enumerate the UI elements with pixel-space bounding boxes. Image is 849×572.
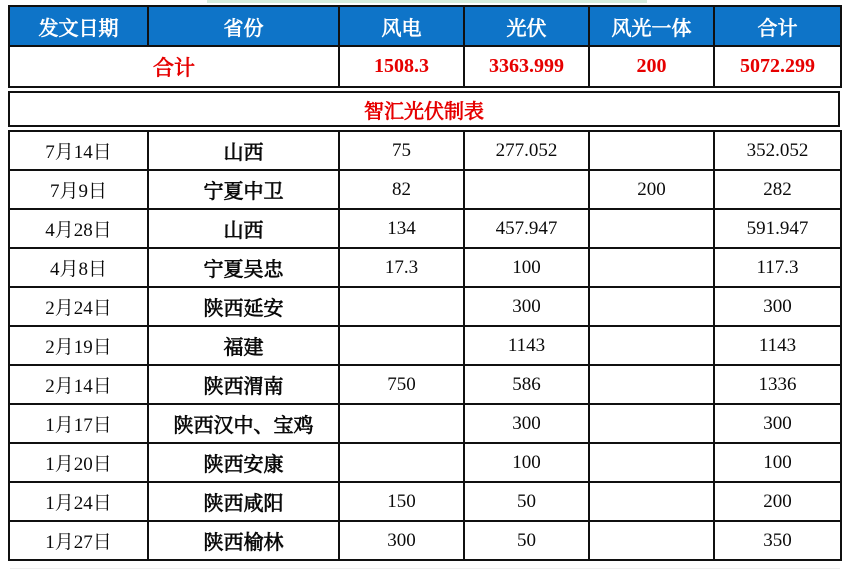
cell-pv[interactable]: 300 xyxy=(464,404,589,443)
cell-province[interactable]: 陕西咸阳 xyxy=(148,482,339,521)
cell-date[interactable]: 7月9日 xyxy=(9,170,148,209)
column-header-wind[interactable]: 风电 xyxy=(339,6,464,46)
cell-wind[interactable]: 82 xyxy=(339,170,464,209)
cell-date[interactable]: 1月27日 xyxy=(9,521,148,560)
table-row xyxy=(9,482,841,521)
totals-wind-cell[interactable]: 1508.3 xyxy=(339,46,464,87)
table-row xyxy=(9,209,841,248)
table-row xyxy=(9,131,841,170)
table-row xyxy=(9,365,841,404)
data-table xyxy=(8,130,842,561)
selection-highlight-strip xyxy=(207,0,647,3)
summary-table xyxy=(8,5,842,88)
cell-pv[interactable]: 50 xyxy=(464,482,589,521)
totals-label-cell[interactable]: 合计 xyxy=(9,46,339,87)
cell-total[interactable]: 300 xyxy=(714,404,841,443)
cell-total[interactable]: 1336 xyxy=(714,365,841,404)
cell-total[interactable]: 282 xyxy=(714,170,841,209)
cell-province[interactable]: 陕西榆林 xyxy=(148,521,339,560)
cell-hybrid[interactable] xyxy=(589,131,714,170)
cell-date[interactable]: 2月14日 xyxy=(9,365,148,404)
cell-hybrid[interactable] xyxy=(589,404,714,443)
cell-wind[interactable] xyxy=(339,287,464,326)
cell-date[interactable]: 4月8日 xyxy=(9,248,148,287)
totals-pv-cell[interactable]: 3363.999 xyxy=(464,46,589,87)
column-header-date[interactable]: 发文日期 xyxy=(9,6,148,46)
cell-wind[interactable] xyxy=(339,443,464,482)
totals-hybrid-cell[interactable]: 200 xyxy=(589,46,714,87)
table-header-row xyxy=(9,6,841,46)
cell-hybrid[interactable] xyxy=(589,482,714,521)
cell-pv[interactable] xyxy=(464,170,589,209)
cell-total[interactable]: 300 xyxy=(714,287,841,326)
cell-province[interactable]: 陕西安康 xyxy=(148,443,339,482)
cell-date[interactable]: 2月19日 xyxy=(9,326,148,365)
cell-wind[interactable] xyxy=(339,404,464,443)
cell-total[interactable]: 117.3 xyxy=(714,248,841,287)
cell-hybrid[interactable] xyxy=(589,443,714,482)
cell-hybrid[interactable]: 200 xyxy=(589,170,714,209)
cell-province[interactable]: 山西 xyxy=(148,209,339,248)
cell-total[interactable]: 350 xyxy=(714,521,841,560)
gridline xyxy=(10,568,840,569)
cell-total[interactable]: 1143 xyxy=(714,326,841,365)
table-row xyxy=(9,287,841,326)
cell-date[interactable]: 2月24日 xyxy=(9,287,148,326)
cell-total[interactable]: 200 xyxy=(714,482,841,521)
cell-total[interactable]: 591.947 xyxy=(714,209,841,248)
cell-wind[interactable]: 17.3 xyxy=(339,248,464,287)
table-row xyxy=(9,326,841,365)
cell-total[interactable]: 352.052 xyxy=(714,131,841,170)
table-row xyxy=(9,404,841,443)
cell-pv[interactable]: 100 xyxy=(464,248,589,287)
cell-province[interactable]: 福建 xyxy=(148,326,339,365)
column-header-province[interactable]: 省份 xyxy=(148,6,339,46)
cell-hybrid[interactable] xyxy=(589,326,714,365)
cell-province[interactable]: 宁夏吴忠 xyxy=(148,248,339,287)
cell-hybrid[interactable] xyxy=(589,287,714,326)
cell-wind[interactable]: 134 xyxy=(339,209,464,248)
cell-province[interactable]: 宁夏中卫 xyxy=(148,170,339,209)
cell-pv[interactable]: 50 xyxy=(464,521,589,560)
maker-banner-label: 智汇光伏制表 xyxy=(364,100,484,123)
cell-hybrid[interactable] xyxy=(589,521,714,560)
maker-banner-row[interactable] xyxy=(8,91,840,127)
cell-province[interactable]: 陕西延安 xyxy=(148,287,339,326)
table-row xyxy=(9,248,841,287)
cell-date[interactable]: 7月14日 xyxy=(9,131,148,170)
cell-wind[interactable]: 75 xyxy=(339,131,464,170)
cell-date[interactable]: 1月17日 xyxy=(9,404,148,443)
cell-total[interactable]: 100 xyxy=(714,443,841,482)
cell-hybrid[interactable] xyxy=(589,209,714,248)
table-row xyxy=(9,521,841,560)
cell-pv[interactable]: 277.052 xyxy=(464,131,589,170)
cell-wind[interactable]: 750 xyxy=(339,365,464,404)
cell-date[interactable]: 4月28日 xyxy=(9,209,148,248)
cell-wind[interactable]: 300 xyxy=(339,521,464,560)
cell-date[interactable]: 1月24日 xyxy=(9,482,148,521)
cell-pv[interactable]: 1143 xyxy=(464,326,589,365)
totals-total-cell[interactable]: 5072.299 xyxy=(714,46,841,87)
cell-province[interactable]: 陕西渭南 xyxy=(148,365,339,404)
cell-pv[interactable]: 300 xyxy=(464,287,589,326)
spreadsheet-table xyxy=(8,5,840,561)
cell-province[interactable]: 山西 xyxy=(148,131,339,170)
totals-row xyxy=(9,46,841,87)
cell-hybrid[interactable] xyxy=(589,248,714,287)
cell-hybrid[interactable] xyxy=(589,365,714,404)
cell-pv[interactable]: 586 xyxy=(464,365,589,404)
cell-date[interactable]: 1月20日 xyxy=(9,443,148,482)
column-header-total[interactable]: 合计 xyxy=(714,6,841,46)
data-table-body xyxy=(9,131,841,560)
table-row xyxy=(9,170,841,209)
column-header-hybrid[interactable]: 风光一体 xyxy=(589,6,714,46)
cell-pv[interactable]: 457.947 xyxy=(464,209,589,248)
cell-wind[interactable]: 150 xyxy=(339,482,464,521)
cell-wind[interactable] xyxy=(339,326,464,365)
cell-pv[interactable]: 100 xyxy=(464,443,589,482)
table-row xyxy=(9,443,841,482)
column-header-pv[interactable]: 光伏 xyxy=(464,6,589,46)
cell-province[interactable]: 陕西汉中、宝鸡 xyxy=(148,404,339,443)
